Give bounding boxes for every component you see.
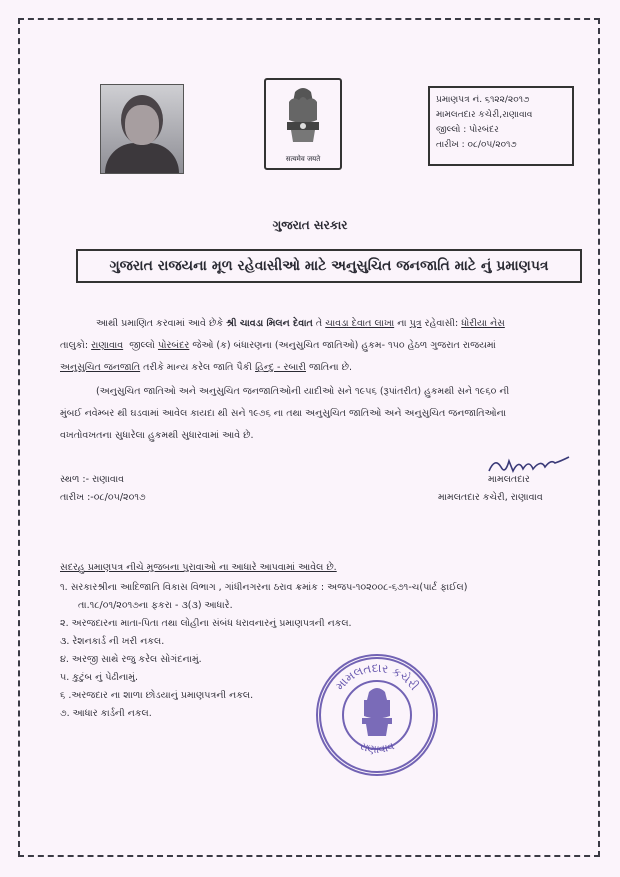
body-line-6: વખતોવખતના સુધારેલા હુકમથી સુધારવામાં આવે છે.: [60, 430, 254, 441]
applicant-name: શ્રી ચાવડા મિલન દેવાત: [226, 318, 313, 329]
relation: પુત્ર: [409, 318, 422, 329]
applicant-photo: [100, 84, 184, 174]
signatory-office: મામલતદાર કચેરી, રાણાવાવ: [438, 492, 543, 503]
body-line-4: (અનુસુચિત જાતિઓ અને અનુસુચિત જનજાતિઓની યાદીઓ સને ૧૯૫૬ (રૂપાંતરીત) હુકમથી સને ૧૯૬૦ ની: [96, 386, 510, 397]
emblem-motto: सत्यमेव जयते: [285, 155, 321, 163]
signatory-designation: મામલતદાર: [488, 474, 530, 485]
district: જીલ્લો : પોરબંદર: [436, 125, 499, 135]
father-name: ચાવડા દેવાત લાખા: [325, 318, 395, 329]
documents-heading: સદરહુ પ્રમાણપત્ર નીચે મુજબના પુરાવાઓ ના આધારે આપવામાં આવેલ છે.: [60, 562, 337, 573]
certificate-date: તારીખ : ૦૮/૦૫/૨૦૧૭: [436, 140, 517, 150]
document-item: તા.૧૮/૦૧/૨૦૧૭ના ફકરા - ૩(૩) આધારે.: [78, 600, 233, 611]
caste: હિન્દુ - રબારી: [255, 362, 306, 373]
stamp-top-text: મામલતદાર કચેરી: [332, 660, 422, 693]
document-item: ૬ .અરજદાર ના શાળા છોડયાનું પ્રમાણપત્રની નકલ.: [60, 690, 254, 701]
svg-text:રાણાવાવ: [358, 739, 396, 756]
government-heading: ગુજરાત સરકાર: [272, 218, 348, 232]
body-line-3: અનુસુચિત જનજાતિ તરીકે માન્ય કરેલ જાતિ પૈકી હિન્દુ - રબારી જાતિના છે.: [60, 362, 353, 373]
issue-date: તારીખ :-૦૮/૦૫/૨૦૧૭: [60, 492, 146, 503]
certificate-info-box: [428, 86, 574, 166]
body-line-1: આથી પ્રમાણિત કરવામાં આવે છેકે શ્રી ચાવડા મિલન દેવાત તે ચાવડા દેવાત લાખા ના પુત્ર રહેવાસી: ધોરીયા નેસ: [96, 318, 505, 329]
document-item: ૪. અરજી સાથે રજુ કરેલ સોગંદનામું.: [60, 654, 202, 665]
body-line-2: તાલુકો: રાણાવાવ જીલ્લો પોરબંદર જેઓ (ક) બંધારણના (અનુસુચિત જાતિઓ) હુકમ- ૧૫૦ હેઠળ ગુજરાત રાજયમાં: [60, 340, 496, 351]
stamp-emblem-icon: [362, 688, 392, 736]
document-item: ૫. કુટુંબ નું પેઢીનામું.: [60, 672, 138, 683]
state-emblem: [264, 78, 342, 170]
document-item: ૩. રેશનકાર્ડ ની ખરી નકલ.: [60, 636, 165, 647]
document-item: ૨. અરજદારના માતા-પિતા તથા લોહીના સંબંધ ધરાવનારનું પ્રમાણપત્રની નકલ.: [60, 618, 352, 629]
office-stamp: [314, 652, 440, 778]
certificate-title: ગુજરાત રાજયના મૂળ રહેવાસીઓ માટે અનુસુચિત જનજાતિ માટે નું પ્રમાણપત્ર: [76, 249, 582, 283]
place: સ્થળ :- રાણાવાવ: [60, 474, 125, 485]
body-line-5: મુંબઈ નવેમ્બર થી ઘડવામાં આવેલ કાયદા થી સને ૧૯૭૬ ના તથા અનુસુચિત જાતિઓ અને અનુસુચિત જનજાતિઓના: [60, 408, 507, 419]
stamp-bottom-text: રાણાવાવ: [357, 739, 397, 757]
certificate-number: પ્રમાણપત્ર નં. ૬૧૨૨/૨૦૧૭: [436, 95, 530, 105]
lion-capital-icon: [281, 86, 325, 148]
document-item: ૧. સરકારશ્રીના આદિજાતિ વિકાસ વિભાગ , ગાંધીનગરના ઠરાવ ક્રમાંક : અજપ-૧૦૨૦૦૮-૬૭૧-ચ(પાર્ટ ફાઈલ): [60, 582, 468, 593]
issuing-office: મામલતદાર કચેરી,રાણાવાવ: [436, 110, 533, 120]
village: ધોરીયા નેસ: [461, 318, 505, 329]
taluka: રાણાવાવ: [91, 340, 124, 351]
district-name: પોરબંદર: [157, 340, 190, 351]
document-item: ૭. આધાર કાર્ડની નકલ.: [60, 708, 152, 719]
